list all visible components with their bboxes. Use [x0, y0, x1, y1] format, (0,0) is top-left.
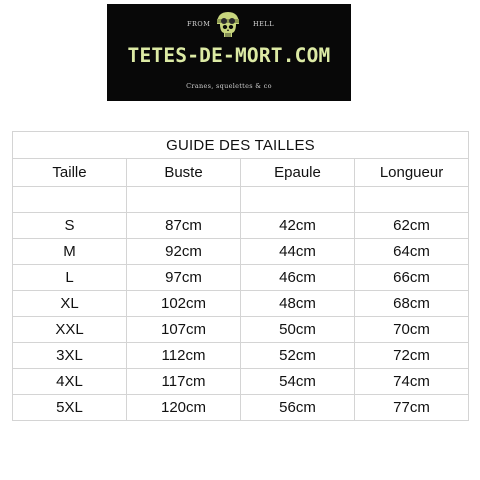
- site-logo: [107, 4, 351, 101]
- header-longueur: Longueur: [355, 159, 469, 187]
- cell-longueur: 77cm: [355, 395, 469, 421]
- logo-title: TETES-DE-MORT.COM: [127, 44, 331, 67]
- logo-subtitle: Cranes, squelettes & co: [186, 82, 272, 90]
- logo-tag-from: FROM: [187, 20, 211, 28]
- table-title-row: [13, 132, 469, 159]
- cell-buste: 107cm: [127, 317, 241, 343]
- table-row: [13, 265, 469, 291]
- table-row: [13, 213, 469, 239]
- cell-longueur: 70cm: [355, 317, 469, 343]
- table-spacer-row: [13, 187, 469, 213]
- table-row: [13, 239, 469, 265]
- cell-buste: 120cm: [127, 395, 241, 421]
- cell-longueur: 74cm: [355, 369, 469, 395]
- skull-helmet-icon: [214, 10, 242, 40]
- cell-longueur: 64cm: [355, 239, 469, 265]
- table-row: [13, 369, 469, 395]
- table-header-row: [13, 159, 469, 187]
- cell-epaule: 52cm: [241, 343, 355, 369]
- cell-buste: 87cm: [127, 213, 241, 239]
- logo-tag-hell: HELL: [253, 20, 275, 28]
- cell-size: 3XL: [13, 343, 127, 369]
- table-title: GUIDE DES TAILLES: [13, 132, 469, 159]
- cell-size: 5XL: [13, 395, 127, 421]
- cell-size: XXL: [13, 317, 127, 343]
- cell-size: S: [13, 213, 127, 239]
- header-buste: Buste: [127, 159, 241, 187]
- cell-epaule: 50cm: [241, 317, 355, 343]
- table-row: [13, 291, 469, 317]
- spacer-cell: [13, 187, 127, 213]
- cell-epaule: 56cm: [241, 395, 355, 421]
- header-taille: Taille: [13, 159, 127, 187]
- cell-longueur: 62cm: [355, 213, 469, 239]
- cell-longueur: 66cm: [355, 265, 469, 291]
- cell-buste: 102cm: [127, 291, 241, 317]
- header-epaule: Epaule: [241, 159, 355, 187]
- cell-buste: 117cm: [127, 369, 241, 395]
- spacer-cell: [241, 187, 355, 213]
- cell-size: XL: [13, 291, 127, 317]
- cell-buste: 92cm: [127, 239, 241, 265]
- cell-epaule: 46cm: [241, 265, 355, 291]
- cell-size: 4XL: [13, 369, 127, 395]
- cell-epaule: 54cm: [241, 369, 355, 395]
- size-guide-table: [12, 131, 469, 421]
- cell-epaule: 42cm: [241, 213, 355, 239]
- table-row: [13, 395, 469, 421]
- cell-epaule: 48cm: [241, 291, 355, 317]
- spacer-cell: [127, 187, 241, 213]
- cell-buste: 112cm: [127, 343, 241, 369]
- cell-epaule: 44cm: [241, 239, 355, 265]
- spacer-cell: [355, 187, 469, 213]
- cell-longueur: 72cm: [355, 343, 469, 369]
- table-row: [13, 343, 469, 369]
- cell-size: M: [13, 239, 127, 265]
- cell-buste: 97cm: [127, 265, 241, 291]
- cell-size: L: [13, 265, 127, 291]
- table-row: [13, 317, 469, 343]
- cell-longueur: 68cm: [355, 291, 469, 317]
